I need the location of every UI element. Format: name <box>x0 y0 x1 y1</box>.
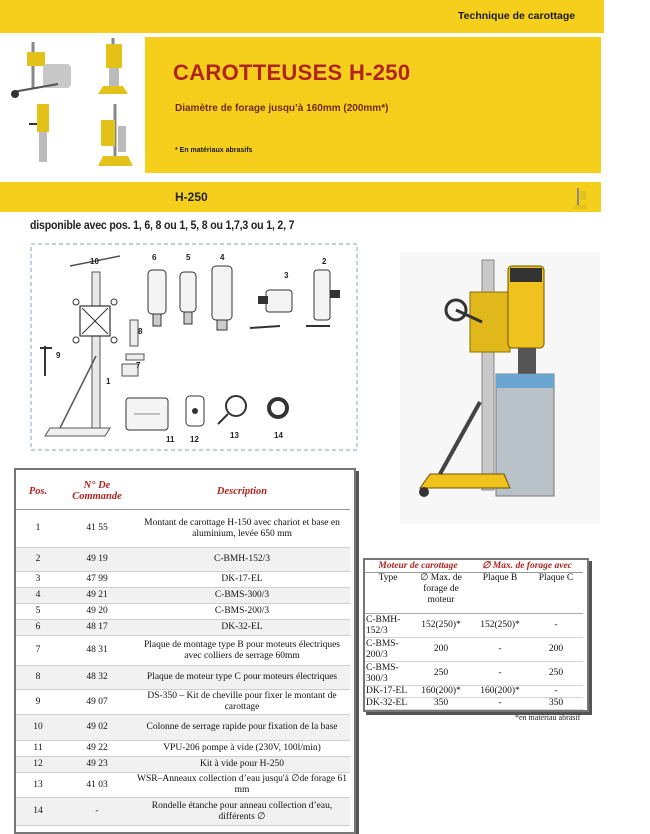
type-cell: DK-32-EL <box>365 698 411 710</box>
col-header-max-motor: ∅ Max. de forage de moteur <box>411 573 471 614</box>
plate-b-cell: - <box>471 638 529 662</box>
table-row <box>16 510 350 548</box>
order-cell: 49 19 <box>60 548 134 572</box>
svg-text:2: 2 <box>322 257 327 266</box>
section-band <box>0 182 601 212</box>
group-header-motor: Moteur de carottage <box>365 560 471 573</box>
order-cell: 48 31 <box>60 636 134 666</box>
order-cell: 49 07 <box>60 690 134 715</box>
desc-cell: Plaque de moteur type C pour moteurs électriques <box>134 666 350 690</box>
pos-cell: 8 <box>16 666 60 690</box>
order-cell: 48 17 <box>60 620 134 636</box>
max-cell: 200 <box>411 638 471 662</box>
max-cell: 152(250)* <box>411 614 471 638</box>
group-header-max: ∅ Max. de forage avec <box>471 560 583 573</box>
type-cell: DK-17-EL <box>365 686 411 698</box>
table-row <box>16 604 350 620</box>
svg-text:9: 9 <box>56 351 61 360</box>
pos-cell: 4 <box>16 588 60 604</box>
water-ring <box>218 396 246 424</box>
desc-cell: VPU-206 pompe à vide (230V, 100l/min) <box>134 741 350 757</box>
pos-cell: 2 <box>16 548 60 572</box>
thumbnail-drill-2 <box>98 38 128 94</box>
plate-b-cell: - <box>471 662 529 686</box>
plate-b-cell: - <box>471 698 529 710</box>
plate-c-cell: 350 <box>529 698 583 710</box>
order-cell: 47 99 <box>60 572 134 588</box>
plate-b-cell: 160(200)* <box>471 686 529 698</box>
vacuum-kit <box>186 396 204 426</box>
table-row <box>365 614 583 638</box>
max-cell: 250 <box>411 662 471 686</box>
svg-text:13: 13 <box>230 431 239 440</box>
desc-cell: C-BMH-152/3 <box>134 548 350 572</box>
svg-text:6: 6 <box>152 253 157 262</box>
pos-cell: 5 <box>16 604 60 620</box>
order-cell: 41 55 <box>60 510 134 548</box>
table-row <box>16 757 350 773</box>
table-row <box>16 572 350 588</box>
svg-text:1: 1 <box>106 377 111 386</box>
col-header-plate-b: Plaque B <box>471 573 529 614</box>
motor-table-footnote: *en matériau abrasif <box>515 713 581 722</box>
type-cell: C-BMS-300/3 <box>365 662 411 686</box>
drill-icon <box>572 186 590 210</box>
type-cell: C-BMS-200/3 <box>365 638 411 662</box>
table-row <box>16 666 350 690</box>
table-row <box>365 686 583 698</box>
desc-cell: Kit à vide pour H-250 <box>134 757 350 773</box>
plate-c-cell: - <box>529 686 583 698</box>
order-cell: 49 20 <box>60 604 134 620</box>
pos-cell: 3 <box>16 572 60 588</box>
table-row <box>16 690 350 715</box>
order-cell: 48 32 <box>60 666 134 690</box>
material-note: * En matériaux abrasifs <box>175 147 253 154</box>
order-cell: 41 03 <box>60 773 134 798</box>
svg-text:3: 3 <box>284 271 289 280</box>
vacuum-pump <box>126 398 168 430</box>
type-cell: C-BMH-152/3 <box>365 614 411 638</box>
col-header-pos: Pos. <box>16 473 60 510</box>
table-row <box>365 698 583 710</box>
pos-cell: 9 <box>16 690 60 715</box>
svg-text:11: 11 <box>166 435 175 444</box>
page-title: CAROTTEUSES H-250 <box>173 60 411 85</box>
table-row <box>365 662 583 686</box>
table-row <box>16 741 350 757</box>
desc-cell: DK-17-EL <box>134 572 350 588</box>
plate-c-cell: - <box>529 614 583 638</box>
desc-cell: DK-32-EL <box>134 620 350 636</box>
max-cell: 350 <box>411 698 471 710</box>
motor-5 <box>180 272 196 324</box>
plate-c-cell: 200 <box>529 638 583 662</box>
svg-text:8: 8 <box>138 327 143 336</box>
product-photo <box>400 252 600 524</box>
sealing-washer <box>269 399 287 417</box>
thumbnail-drill-1 <box>11 42 71 98</box>
table-row <box>16 588 350 604</box>
max-cell: 160(200)* <box>411 686 471 698</box>
svg-text:5: 5 <box>186 253 191 262</box>
table-row <box>16 773 350 798</box>
thumbnail-drill-4 <box>98 104 133 166</box>
order-cell: 49 21 <box>60 588 134 604</box>
pos-cell: 14 <box>16 798 60 826</box>
plate-c-cell: 250 <box>529 662 583 686</box>
table-row <box>16 715 350 741</box>
page-subtitle: Diamètre de forage jusqu’à 160mm (200mm*) <box>175 103 389 114</box>
svg-text:7: 7 <box>136 361 141 370</box>
section-title: H-250 <box>175 190 208 204</box>
product-thumbnails <box>3 34 143 174</box>
pos-cell: 7 <box>16 636 60 666</box>
table-row <box>16 548 350 572</box>
plate-b-cell: 152(250)* <box>471 614 529 638</box>
svg-text:4: 4 <box>220 253 225 262</box>
desc-cell: Colonne de serrage rapide pour fixation de la base <box>134 715 350 741</box>
availability-text: disponible avec pos. 1, 6, 8 ou 1, 5, 8 ou 1,7,3 ou 1, 2, 7 <box>30 220 295 232</box>
col-header-plate-c: Plaque C <box>529 573 583 614</box>
table-row <box>16 620 350 636</box>
desc-cell: Plaque de montage type B pour moteurs électriques avec colliers de serrage 60mm <box>134 636 350 666</box>
motor-3 <box>250 290 292 328</box>
thumbnail-drill-3 <box>29 104 49 162</box>
svg-text:12: 12 <box>190 435 199 444</box>
pos-cell: 6 <box>16 620 60 636</box>
svg-text:14: 14 <box>274 431 283 440</box>
desc-cell: Montant de carottage H-150 avec chariot et base en aluminium, levée 650 mm <box>134 510 350 548</box>
motor-2 <box>306 270 340 326</box>
table-row <box>16 798 350 826</box>
motor-4 <box>212 266 232 330</box>
col-header-type: Type <box>365 573 411 614</box>
desc-cell: C-BMS-200/3 <box>134 604 350 620</box>
col-header-desc: Description <box>134 473 350 510</box>
order-cell: 49 02 <box>60 715 134 741</box>
desc-cell: C-BMS-300/3 <box>134 588 350 604</box>
section-label: Technique de carottage <box>458 10 576 22</box>
pos-cell: 12 <box>16 757 60 773</box>
col-header-order: N° De Commande <box>60 473 134 510</box>
desc-cell: WSR–Anneaux collection d’eau jusqu'à ∅de forage 61 mm <box>134 773 350 798</box>
pos-cell: 11 <box>16 741 60 757</box>
order-cell: 49 23 <box>60 757 134 773</box>
order-cell: - <box>60 798 134 826</box>
pos-cell: 10 <box>16 715 60 741</box>
motor-6 <box>148 270 166 326</box>
desc-cell: Rondelle étanche pour anneau collection d’eau, différents ∅ <box>134 798 350 826</box>
order-cell: 49 22 <box>60 741 134 757</box>
parts-table <box>16 473 350 826</box>
motor-table <box>365 560 583 710</box>
svg-text:10: 10 <box>90 257 99 266</box>
desc-cell: DS-350 – Kit de cheville pour fixer le montant de carottage <box>134 690 350 715</box>
table-row <box>365 638 583 662</box>
parts-diagram <box>30 236 360 456</box>
pos-cell: 13 <box>16 773 60 798</box>
pos-cell: 1 <box>16 510 60 548</box>
table-row <box>16 636 350 666</box>
